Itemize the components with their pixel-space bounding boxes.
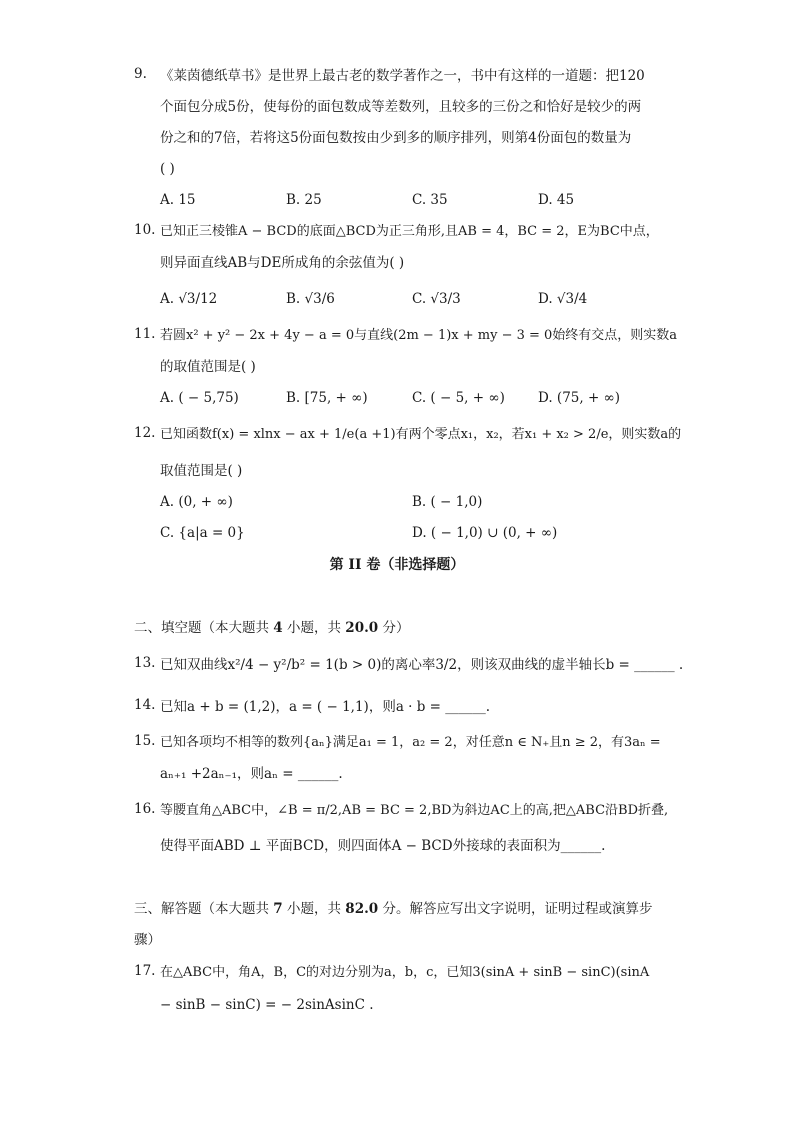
question-number: 17. (134, 963, 156, 979)
option-c: C. 35 (412, 192, 448, 208)
question-count: 4 (273, 620, 283, 636)
section-heading-suffix: 分。解答应写出文字说明，证明过程或演算步 (378, 901, 653, 917)
question-text-line: 则异面直线AB与DE所成角的余弦值为( ) (160, 255, 405, 271)
question-number: 16. (134, 801, 156, 817)
question-text-line: 在△ABC中，角A，B，C的对边分别为a，b，c，已知3(sinA + sinB − sinC)(sinA (160, 965, 650, 980)
question-text-line: 已知a + b = (1,2)，a = ( − 1,1)，则a · b = ______. (160, 699, 491, 715)
question-text-line: 已知双曲线x²/4 − y²/b² = 1(b > 0)的离心率3/2，则该双曲线的虚半轴长b = ______ . (160, 657, 684, 673)
question-number: 14. (134, 697, 156, 713)
section-heading-continued: 骤） (134, 932, 161, 948)
option-a: A. √3/12 (160, 291, 218, 307)
question-text-line: ( ) (160, 161, 175, 177)
option-b: B. 25 (286, 192, 322, 208)
question-number: 10. (134, 222, 156, 238)
question-number: 9. (134, 66, 147, 82)
question-text-line: 已知各项均不相等的数列{aₙ}满足a₁ = 1，a₂ = 2，对任意n ∈ N₊且n ≥ 2，有3aₙ = (160, 735, 661, 750)
option-a: A. ( − 5,75) (160, 390, 239, 406)
option-d: D. √3/4 (538, 291, 588, 307)
question-text-line: 等腰直角△ABC中，∠B = π/2,AB = BC = 2,BD为斜边AC上的高,把△ABC沿BD折叠, (160, 803, 669, 818)
option-d: D. (75, + ∞) (538, 390, 621, 406)
part-title: 第 II 卷（非选择题） (329, 557, 465, 573)
option-b: B. [75, + ∞) (286, 390, 368, 406)
question-text-line: 《莱茵德纸草书》是世界上最古老的数学著作之一，书中有这样的一道题：把120 (160, 68, 645, 84)
question-text-line: 份之和的7倍，若将这5份面包数按由少到多的顺序排列，则第4份面包的数量为 (160, 130, 632, 146)
question-text-line: 使得平面ABD ⊥ 平面BCD，则四面体A − BCD外接球的表面积为______. (160, 838, 606, 854)
question-number: 13. (134, 655, 156, 671)
question-count: 7 (273, 901, 283, 917)
question-text-line: 已知函数f(x) = xlnx − ax + 1/e(a +1)有两个零点x₁，x₂，若x₁ + x₂ > 2/e，则实数a的 (160, 427, 682, 442)
option-c: C. √3/3 (412, 291, 461, 307)
option-d: D. 45 (538, 192, 575, 208)
question-number: 11. (134, 326, 156, 342)
question-number: 15. (134, 733, 156, 749)
section-score: 20.0 (345, 620, 379, 636)
question-text-line: 的取值范围是( ) (160, 359, 256, 375)
option-a: A. (0, + ∞) (160, 494, 233, 510)
section-score: 82.0 (345, 901, 379, 917)
section-heading-suffix: 分） (378, 620, 410, 636)
question-text-line: 已知正三棱锥A − BCD的底面△BCD为正三角形,且AB = 4，BC = 2，E为BC中点， (160, 224, 659, 239)
section-heading-mid: 小题，共 (282, 901, 346, 917)
question-text-line: − sinB − sinC) = − 2sinAsinC . (160, 997, 374, 1013)
question-number: 12. (134, 425, 156, 441)
option-b: B. ( − 1,0) (412, 494, 483, 510)
section-heading-prefix: 二、填空题（本大题共 (134, 620, 274, 636)
section-heading (134, 898, 652, 920)
option-a: A. 15 (160, 192, 196, 208)
question-text-line: aₙ₊₁ +2aₙ₋₁，则aₙ = ______. (160, 766, 343, 782)
section-heading-prefix: 三、解答题（本大题共 (134, 901, 274, 917)
section-heading (134, 617, 409, 639)
option-c: C. ( − 5, + ∞) (412, 390, 505, 406)
option-b: B. √3/6 (286, 291, 335, 307)
option-c: C. {a|a = 0} (160, 525, 245, 541)
section-heading-mid: 小题，共 (282, 620, 346, 636)
question-text-line: 取值范围是( ) (160, 463, 243, 479)
option-d: D. ( − 1,0) ∪ (0, + ∞) (412, 525, 558, 541)
question-text-line: 若圆x² + y² − 2x + 4y − a = 0与直线(2m − 1)x + my − 3 = 0始终有交点，则实数a (160, 328, 678, 343)
question-text-line: 个面包分成5份，使每份的面包数成等差数列，且较多的三份之和恰好是较少的两 (160, 99, 642, 115)
